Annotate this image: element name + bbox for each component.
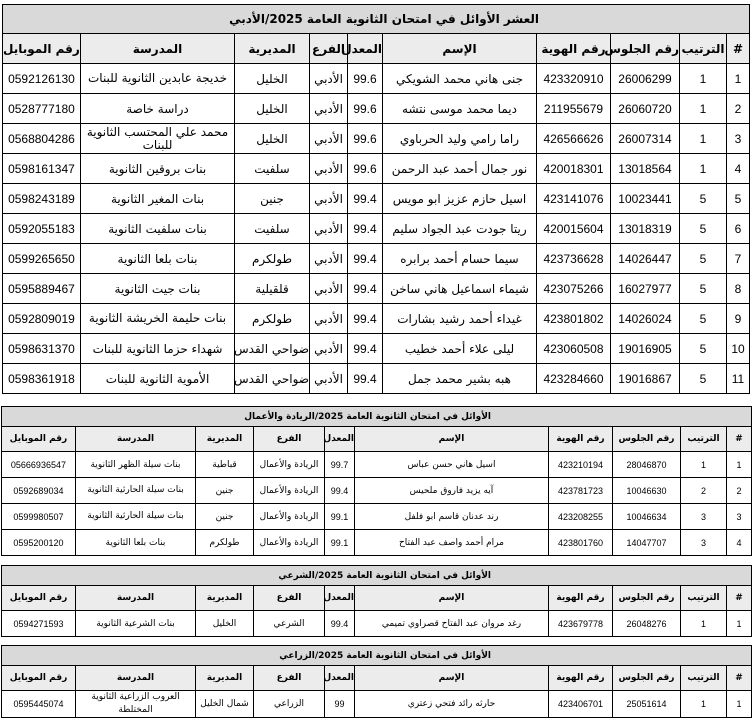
- branch-cell: الريادة والأعمال: [254, 530, 325, 556]
- column-header-id-number: رقم الهوية: [537, 34, 611, 64]
- table-row: [2, 184, 749, 214]
- directorate-cell: قلقيلية: [235, 274, 310, 304]
- directorate-cell: سلفيت: [235, 154, 310, 184]
- index-cell: 5: [727, 184, 750, 214]
- school-cell: بنات سيلة الظهر الثانوية: [76, 452, 196, 478]
- table-title: الأوائل في امتحان الثانوية العامة 2025/الريادة والأعمال: [1, 407, 751, 427]
- seat-number-cell: 26060720: [611, 94, 680, 124]
- directorate-cell: الخليل: [235, 94, 310, 124]
- mobile-cell: 0595445074: [1, 691, 75, 718]
- directorate-cell: سلفيت: [235, 214, 310, 244]
- rank-cell: 3: [681, 530, 727, 556]
- branch-cell: الأدبي: [310, 334, 348, 364]
- rank-cell: 5: [680, 304, 727, 334]
- column-header-average: المعدل: [325, 586, 355, 611]
- directorate-cell: قباطية: [196, 452, 254, 478]
- table-row: [1, 530, 751, 556]
- column-header-directorate: المديرية: [196, 586, 254, 611]
- table-title: العشر الأوائل في امتحان الثانوية العامة 2025/الأدبي: [2, 5, 749, 34]
- rank-cell: 1: [681, 611, 727, 637]
- column-header-name: الإسم: [355, 586, 549, 611]
- column-header-rank: الترتيب: [681, 427, 727, 452]
- average-cell: 99.4: [348, 184, 383, 214]
- column-header-average: المعدل: [348, 34, 383, 64]
- branch-cell: الأدبي: [310, 364, 348, 394]
- branch-cell: الأدبي: [310, 274, 348, 304]
- table-row: [2, 364, 749, 394]
- school-cell: بنات بروقين الثانوية: [81, 154, 235, 184]
- seat-number-cell: 14026024: [611, 304, 680, 334]
- directorate-cell: جنين: [235, 184, 310, 214]
- name-cell: ليلى علاء أحمد خطيب: [383, 334, 537, 364]
- column-header-index: #: [727, 34, 750, 64]
- column-header-id-number: رقم الهوية: [549, 586, 613, 611]
- branch-cell: الأدبي: [310, 154, 348, 184]
- table-row: [1, 452, 751, 478]
- branch-cell: الريادة والأعمال: [254, 478, 325, 504]
- school-cell: العروب الزراعية الثانوية المختلطة: [76, 691, 196, 718]
- table-header-row: [2, 34, 749, 64]
- average-cell: 99.1: [325, 504, 355, 530]
- rank-cell: 5: [680, 184, 727, 214]
- seat-number-cell: 14047707: [613, 530, 681, 556]
- index-cell: 4: [727, 530, 752, 556]
- school-cell: بنات سيلة الحارثية الثانوية: [76, 478, 196, 504]
- column-header-school: المدرسة: [76, 666, 196, 691]
- directorate-cell: طولكرم: [196, 530, 254, 556]
- mobile-cell: 0592055183: [2, 214, 80, 244]
- column-header-name: الإسم: [355, 427, 549, 452]
- mobile-cell: 0528777180: [2, 94, 80, 124]
- table-row: [1, 504, 751, 530]
- sheet-sharia: [0, 565, 754, 637]
- table-row: [2, 334, 749, 364]
- average-cell: 99.4: [325, 478, 355, 504]
- column-header-name: الإسم: [383, 34, 537, 64]
- table-body: [2, 611, 752, 637]
- index-cell: 2: [727, 94, 750, 124]
- column-header-branch: الفرع: [254, 586, 325, 611]
- id-number-cell: 423320910: [537, 64, 611, 94]
- table-row: [2, 244, 749, 274]
- table-row: [2, 154, 749, 184]
- id-number-cell: 423406701: [549, 691, 613, 718]
- column-header-seat-number: رقم الجلوس: [613, 586, 681, 611]
- table-literary: [2, 4, 750, 394]
- mobile-cell: 0595200120: [1, 530, 75, 556]
- directorate-cell: جنين: [196, 478, 254, 504]
- school-cell: خديجة عابدين الثانوية للبنات: [81, 64, 235, 94]
- directorate-cell: الخليل: [196, 611, 254, 637]
- mobile-cell: 0568804286: [2, 124, 80, 154]
- table-agricultural: [1, 645, 752, 718]
- mobile-cell: 05666936547: [1, 452, 75, 478]
- column-header-rank: الترتيب: [681, 666, 727, 691]
- seat-number-cell: 10046634: [613, 504, 681, 530]
- id-number-cell: 423141076: [537, 184, 611, 214]
- column-header-school: المدرسة: [76, 586, 196, 611]
- branch-cell: الزراعي: [254, 691, 325, 718]
- table-header-row: [2, 586, 752, 611]
- column-header-branch: الفرع: [310, 34, 348, 64]
- school-cell: بنات الشرعية الثانوية: [76, 611, 196, 637]
- seat-number-cell: 19016905: [611, 334, 680, 364]
- index-cell: 8: [727, 274, 750, 304]
- school-cell: الأموية الثانوية للبنات: [81, 364, 235, 394]
- id-number-cell: 423060508: [537, 334, 611, 364]
- rank-cell: 5: [680, 364, 727, 394]
- name-cell: ريتا جودت عبد الجواد سليم: [383, 214, 537, 244]
- id-number-cell: 420015604: [537, 214, 611, 244]
- column-header-id-number: رقم الهوية: [549, 427, 613, 452]
- directorate-cell: طولكرم: [235, 244, 310, 274]
- school-cell: بنات جيت الثانوية: [81, 274, 235, 304]
- directorate-cell: ضواحي القدس: [235, 364, 310, 394]
- id-number-cell: 420018301: [537, 154, 611, 184]
- seat-number-cell: 19016867: [611, 364, 680, 394]
- column-header-average: المعدل: [325, 666, 355, 691]
- seat-number-cell: 16027977: [611, 274, 680, 304]
- index-cell: 9: [727, 304, 750, 334]
- column-header-index: #: [727, 427, 752, 452]
- name-cell: هبه بشير محمد جمل: [383, 364, 537, 394]
- average-cell: 99.7: [325, 452, 355, 478]
- table-body: [1, 452, 751, 556]
- index-cell: 3: [727, 124, 750, 154]
- school-cell: دراسة خاصة: [81, 94, 235, 124]
- seat-number-cell: 25051614: [613, 691, 681, 718]
- id-number-cell: 423208255: [549, 504, 613, 530]
- name-cell: اسيل حازم عزيز ابو مويس: [383, 184, 537, 214]
- rank-cell: 5: [680, 274, 727, 304]
- table-header-row: [1, 427, 751, 452]
- rank-cell: 1: [681, 452, 727, 478]
- directorate-cell: جنين: [196, 504, 254, 530]
- branch-cell: الأدبي: [310, 94, 348, 124]
- index-cell: 6: [727, 214, 750, 244]
- school-cell: بنات بلعا الثانوية: [81, 244, 235, 274]
- seat-number-cell: 14026447: [611, 244, 680, 274]
- seat-number-cell: 13018319: [611, 214, 680, 244]
- column-header-mobile: رقم الموبايل: [2, 34, 80, 64]
- sheet-business: [0, 406, 754, 556]
- average-cell: 99.6: [348, 154, 383, 184]
- table-row: [2, 611, 752, 637]
- column-header-branch: الفرع: [254, 427, 325, 452]
- seat-number-cell: 10023441: [611, 184, 680, 214]
- name-cell: مرام أحمد واصف عبد الفتاح: [355, 530, 549, 556]
- average-cell: 99.4: [348, 334, 383, 364]
- branch-cell: الأدبي: [310, 214, 348, 244]
- school-cell: بنات سلفيت الثانوية: [81, 214, 235, 244]
- column-header-index: #: [727, 666, 752, 691]
- table-header-row: [1, 666, 751, 691]
- name-cell: جنى هاني محمد الشويكي: [383, 64, 537, 94]
- rank-cell: 1: [680, 94, 727, 124]
- average-cell: 99: [325, 691, 355, 718]
- table-row: [2, 124, 749, 154]
- directorate-cell: الخليل: [235, 124, 310, 154]
- column-header-directorate: المديرية: [196, 427, 254, 452]
- seat-number-cell: 10046630: [613, 478, 681, 504]
- mobile-cell: 0592689034: [1, 478, 75, 504]
- branch-cell: الأدبي: [310, 184, 348, 214]
- rank-cell: 2: [681, 478, 727, 504]
- index-cell: 11: [727, 364, 750, 394]
- rank-cell: 1: [680, 124, 727, 154]
- name-cell: آيه يزيد فاروق ملحيس: [355, 478, 549, 504]
- mobile-cell: 0598161347: [2, 154, 80, 184]
- column-header-directorate: المديرية: [196, 666, 254, 691]
- mobile-cell: 0594271593: [2, 611, 76, 637]
- id-number-cell: 423210194: [549, 452, 613, 478]
- index-cell: 7: [727, 244, 750, 274]
- average-cell: 99.4: [348, 274, 383, 304]
- column-header-seat-number: رقم الجلوس: [613, 427, 681, 452]
- directorate-cell: شمال الخليل: [196, 691, 254, 718]
- table-title: الأوائل في امتحان الثانوية العامة 2025/الزراعي: [1, 646, 751, 666]
- mobile-cell: 0592809019: [2, 304, 80, 334]
- rank-cell: 1: [680, 64, 727, 94]
- mobile-cell: 0595889467: [2, 274, 80, 304]
- column-header-school: المدرسة: [81, 34, 235, 64]
- id-number-cell: 423801760: [549, 530, 613, 556]
- average-cell: 99.6: [348, 94, 383, 124]
- index-cell: 4: [727, 154, 750, 184]
- average-cell: 99.4: [348, 244, 383, 274]
- average-cell: 99.4: [348, 304, 383, 334]
- average-cell: 99.1: [325, 530, 355, 556]
- index-cell: 3: [727, 504, 752, 530]
- index-cell: 1: [727, 452, 752, 478]
- rank-cell: 3: [681, 504, 727, 530]
- column-header-average: المعدل: [325, 427, 355, 452]
- column-header-branch: الفرع: [254, 666, 325, 691]
- id-number-cell: 423736628: [537, 244, 611, 274]
- table-body: [2, 64, 749, 394]
- school-cell: شهداء حزما الثانوية للبنات: [81, 334, 235, 364]
- id-number-cell: 423284660: [537, 364, 611, 394]
- name-cell: اسيل هاني حسن عباس: [355, 452, 549, 478]
- name-cell: شيماء اسماعيل هاني ساخن: [383, 274, 537, 304]
- seat-number-cell: 13018564: [611, 154, 680, 184]
- table-body: [1, 691, 751, 718]
- sheet-agricultural: [0, 645, 754, 718]
- average-cell: 99.4: [325, 611, 355, 637]
- table-row: [2, 94, 749, 124]
- mobile-cell: 0599265650: [2, 244, 80, 274]
- column-header-index: #: [727, 586, 752, 611]
- directorate-cell: الخليل: [235, 64, 310, 94]
- mobile-cell: 0598243189: [2, 184, 80, 214]
- school-cell: بنات بلعا الثانوية: [76, 530, 196, 556]
- name-cell: رغد مروان عبد الفتاح قصراوي تميمي: [355, 611, 549, 637]
- directorate-cell: طولكرم: [235, 304, 310, 334]
- id-number-cell: 423075266: [537, 274, 611, 304]
- table-row: [2, 274, 749, 304]
- school-cell: بنات المغير الثانوية: [81, 184, 235, 214]
- column-header-mobile: رقم الموبايل: [1, 666, 75, 691]
- average-cell: 99.6: [348, 124, 383, 154]
- table-row: [1, 478, 751, 504]
- table-row: [2, 64, 749, 94]
- table-row: [2, 304, 749, 334]
- name-cell: راما رامي وليد الحرباوي: [383, 124, 537, 154]
- seat-number-cell: 26007314: [611, 124, 680, 154]
- name-cell: رند عدنان قاسم ابو فلفل: [355, 504, 549, 530]
- branch-cell: الشرعي: [254, 611, 325, 637]
- branch-cell: الريادة والأعمال: [254, 504, 325, 530]
- directorate-cell: ضواحي القدس: [235, 334, 310, 364]
- index-cell: 10: [727, 334, 750, 364]
- column-header-school: المدرسة: [76, 427, 196, 452]
- id-number-cell: 423679778: [549, 611, 613, 637]
- id-number-cell: 423801802: [537, 304, 611, 334]
- branch-cell: الريادة والأعمال: [254, 452, 325, 478]
- branch-cell: الأدبي: [310, 304, 348, 334]
- name-cell: نور جمال أحمد عبد الرحمن: [383, 154, 537, 184]
- branch-cell: الأدبي: [310, 244, 348, 274]
- index-cell: 2: [727, 478, 752, 504]
- column-header-name: الإسم: [355, 666, 549, 691]
- school-cell: بنات سيلة الحارثية الثانوية: [76, 504, 196, 530]
- table-title: الأوائل في امتحان الثانوية العامة 2025/الشرعي: [2, 566, 752, 586]
- branch-cell: الأدبي: [310, 64, 348, 94]
- column-header-seat-number: رقم الجلوس: [613, 666, 681, 691]
- index-cell: 1: [727, 611, 752, 637]
- rank-cell: 5: [680, 214, 727, 244]
- rank-cell: 5: [680, 334, 727, 364]
- id-number-cell: 423781723: [549, 478, 613, 504]
- table-sharia: [1, 565, 752, 637]
- column-header-mobile: رقم الموبايل: [2, 586, 76, 611]
- table-business: [1, 406, 752, 556]
- column-header-id-number: رقم الهوية: [549, 666, 613, 691]
- name-cell: غيداء أحمد رشيد بشارات: [383, 304, 537, 334]
- seat-number-cell: 26048276: [613, 611, 681, 637]
- school-cell: محمد علي المحتسب الثانوية للبنات: [81, 124, 235, 154]
- id-number-cell: 211955679: [537, 94, 611, 124]
- mobile-cell: 0598361918: [2, 364, 80, 394]
- name-cell: حارثه رائد فتحي زعتري: [355, 691, 549, 718]
- branch-cell: الأدبي: [310, 124, 348, 154]
- seat-number-cell: 26006299: [611, 64, 680, 94]
- column-header-rank: الترتيب: [680, 34, 727, 64]
- column-header-directorate: المديرية: [235, 34, 310, 64]
- sheet-literary: [0, 4, 754, 394]
- rank-cell: 1: [681, 691, 727, 718]
- average-cell: 99.4: [348, 214, 383, 244]
- index-cell: 1: [727, 64, 750, 94]
- column-header-rank: الترتيب: [681, 586, 727, 611]
- table-row: [1, 691, 751, 718]
- rank-cell: 5: [680, 244, 727, 274]
- name-cell: سيما حسام أحمد برابره: [383, 244, 537, 274]
- name-cell: ديما محمد موسى نتشه: [383, 94, 537, 124]
- mobile-cell: 0598631370: [2, 334, 80, 364]
- mobile-cell: 0592126130: [2, 64, 80, 94]
- id-number-cell: 426566626: [537, 124, 611, 154]
- column-header-mobile: رقم الموبايل: [1, 427, 75, 452]
- index-cell: 1: [727, 691, 752, 718]
- table-row: [2, 214, 749, 244]
- average-cell: 99.6: [348, 64, 383, 94]
- rank-cell: 1: [680, 154, 727, 184]
- seat-number-cell: 28046870: [613, 452, 681, 478]
- school-cell: بنات حليمة الخريشة الثانوية: [81, 304, 235, 334]
- mobile-cell: 0599980507: [1, 504, 75, 530]
- average-cell: 99.4: [348, 364, 383, 394]
- column-header-seat-number: رقم الجلوس: [611, 34, 680, 64]
